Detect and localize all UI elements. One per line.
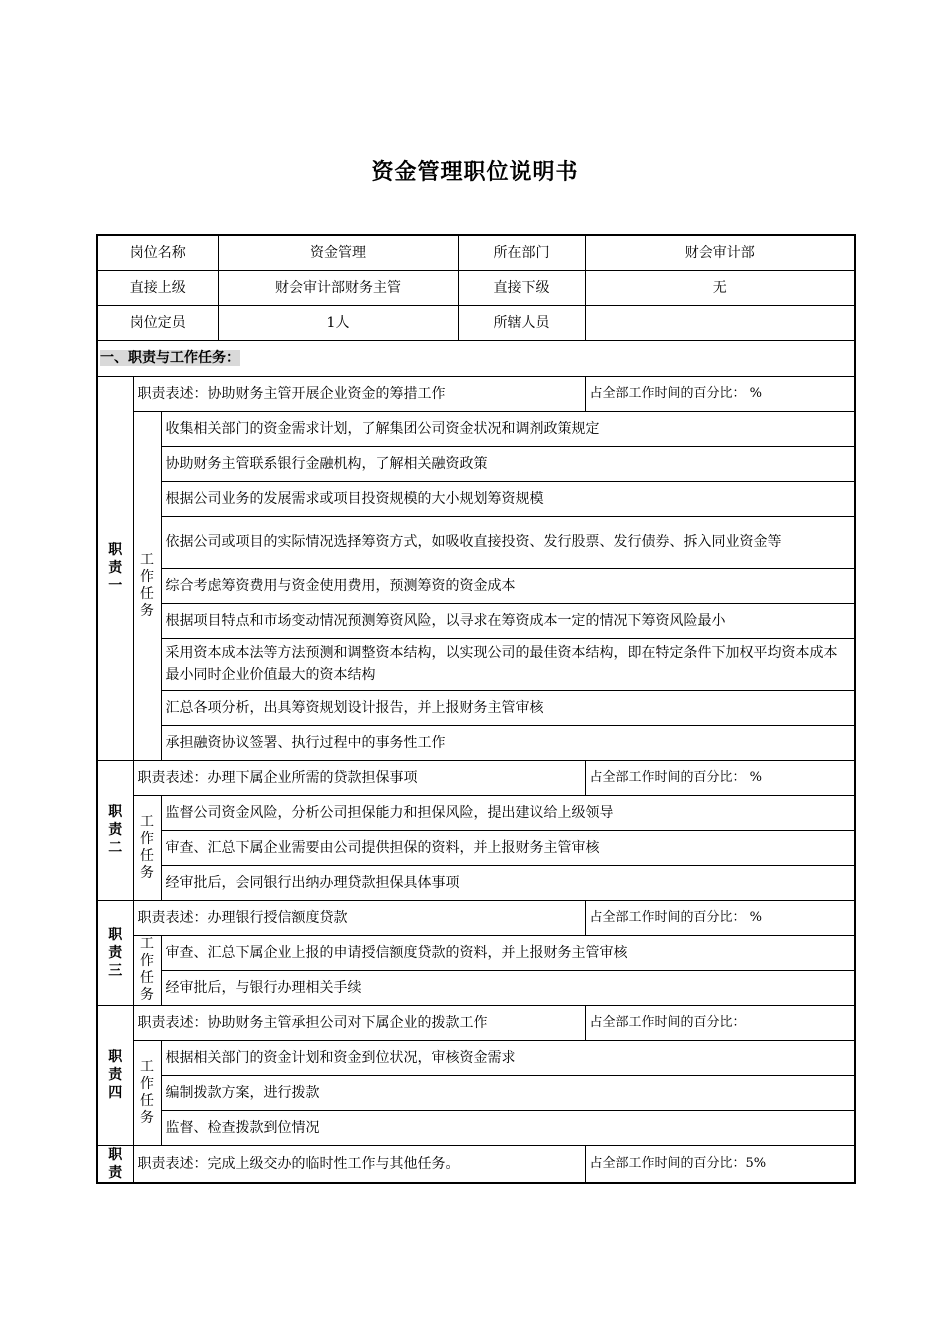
task-item: 经审批后，与银行办理相关手续 (161, 970, 855, 1005)
task-item: 根据公司业务的发展需求或项目投资规模的大小规划筹资规模 (161, 481, 855, 516)
duty-percent: 占全部工作时间的百分比： % (585, 376, 855, 411)
department-label: 所在部门 (458, 235, 585, 270)
task-row (97, 446, 855, 481)
position-name-label: 岗位名称 (97, 235, 218, 270)
task-label: 工作任务 (133, 795, 161, 900)
superior-label: 直接上级 (97, 270, 218, 305)
task-item: 审查、汇总下属企业上报的申请授信额度贷款的资料，并上报财务主管审核 (161, 935, 855, 970)
department-value: 财会审计部 (585, 235, 855, 270)
managed-label: 所辖人员 (458, 305, 585, 340)
managed-value (585, 305, 855, 340)
duty-percent: 占全部工作时间的百分比： (585, 1005, 855, 1040)
duty-label: 职责二 (97, 760, 133, 900)
duty-percent: 占全部工作时间的百分比：5% (585, 1145, 855, 1183)
task-item: 采用资本成本法等方法预测和调整资本结构，以实现公司的最佳资本结构，即在特定条件下加权平均资本成本最小同时企业价值最大的资本结构 (161, 638, 855, 690)
superior-value: 财会审计部财务主管 (218, 270, 458, 305)
task-item: 根据相关部门的资金计划和资金到位状况，审核资金需求 (161, 1040, 855, 1075)
task-row (97, 638, 855, 690)
duty-statement-row (97, 376, 855, 411)
duty-statement-row (97, 1005, 855, 1040)
subordinate-value: 无 (585, 270, 855, 305)
task-item: 协助财务主管联系银行金融机构，了解相关融资政策 (161, 446, 855, 481)
section-row (97, 340, 855, 376)
task-label: 工作任务 (133, 935, 161, 1005)
task-item: 审查、汇总下属企业需要由公司提供担保的资料，并上报财务主管审核 (161, 830, 855, 865)
task-item: 汇总各项分析，出具筹资规划设计报告，并上报财务主管审核 (161, 690, 855, 725)
section-heading: 一、职责与工作任务： (97, 340, 855, 376)
duty-label: 职责一 (97, 376, 133, 760)
duty-statement: 职责表述：协助财务主管承担公司对下属企业的拨款工作 (133, 1005, 585, 1040)
task-row (97, 481, 855, 516)
duty-label: 职责三 (97, 900, 133, 1005)
task-row (97, 690, 855, 725)
task-row (97, 516, 855, 568)
task-row (97, 970, 855, 1005)
task-row (97, 795, 855, 830)
position-name-value: 资金管理 (218, 235, 458, 270)
task-row (97, 411, 855, 446)
task-row (97, 1110, 855, 1145)
duty-statement: 职责表述：协助财务主管开展企业资金的筹措工作 (133, 376, 585, 411)
task-item: 收集相关部门的资金需求计划，了解集团公司资金状况和调剂政策规定 (161, 411, 855, 446)
header-row (97, 305, 855, 340)
duty-statement: 职责表述：办理银行授信额度贷款 (133, 900, 585, 935)
task-row (97, 725, 855, 760)
task-row (97, 568, 855, 603)
task-row (97, 935, 855, 970)
duty-percent: 占全部工作时间的百分比： % (585, 900, 855, 935)
task-item: 编制拨款方案，进行拨款 (161, 1075, 855, 1110)
job-description-table (96, 234, 856, 1184)
task-item: 根据项目特点和市场变动情况预测筹资风险，以寻求在筹资成本一定的情况下筹资风险最小 (161, 603, 855, 638)
task-row (97, 865, 855, 900)
header-row (97, 270, 855, 305)
task-item: 经审批后，会同银行出纳办理贷款担保具体事项 (161, 865, 855, 900)
duty-statement: 职责表述：办理下属企业所需的贷款担保事项 (133, 760, 585, 795)
task-item: 监督、检查拨款到位情况 (161, 1110, 855, 1145)
task-item: 综合考虑筹资费用与资金使用费用，预测筹资的资金成本 (161, 568, 855, 603)
header-row (97, 235, 855, 270)
duty-statement-row (97, 760, 855, 795)
task-item: 依据公司或项目的实际情况选择筹资方式，如吸收直接投资、发行股票、发行债券、拆入同业资金等 (161, 516, 855, 568)
task-label: 工作任务 (133, 411, 161, 760)
duty-percent: 占全部工作时间的百分比： % (585, 760, 855, 795)
duty-label: 职责四 (97, 1005, 133, 1145)
task-row (97, 1075, 855, 1110)
duty-statement-row (97, 1145, 855, 1183)
duty-statement: 职责表述：完成上级交办的临时性工作与其他任务。 (133, 1145, 585, 1183)
task-row (97, 830, 855, 865)
duty-label: 职责 (97, 1145, 133, 1183)
task-row (97, 1040, 855, 1075)
task-item: 监督公司资金风险，分析公司担保能力和担保风险，提出建议给上级领导 (161, 795, 855, 830)
headcount-label: 岗位定员 (97, 305, 218, 340)
task-item: 承担融资协议签署、执行过程中的事务性工作 (161, 725, 855, 760)
subordinate-label: 直接下级 (458, 270, 585, 305)
page-title: 资金管理职位说明书 (371, 160, 579, 185)
task-label: 工作任务 (133, 1040, 161, 1145)
headcount-value: 1人 (218, 305, 458, 340)
task-row (97, 603, 855, 638)
duty-statement-row (97, 900, 855, 935)
